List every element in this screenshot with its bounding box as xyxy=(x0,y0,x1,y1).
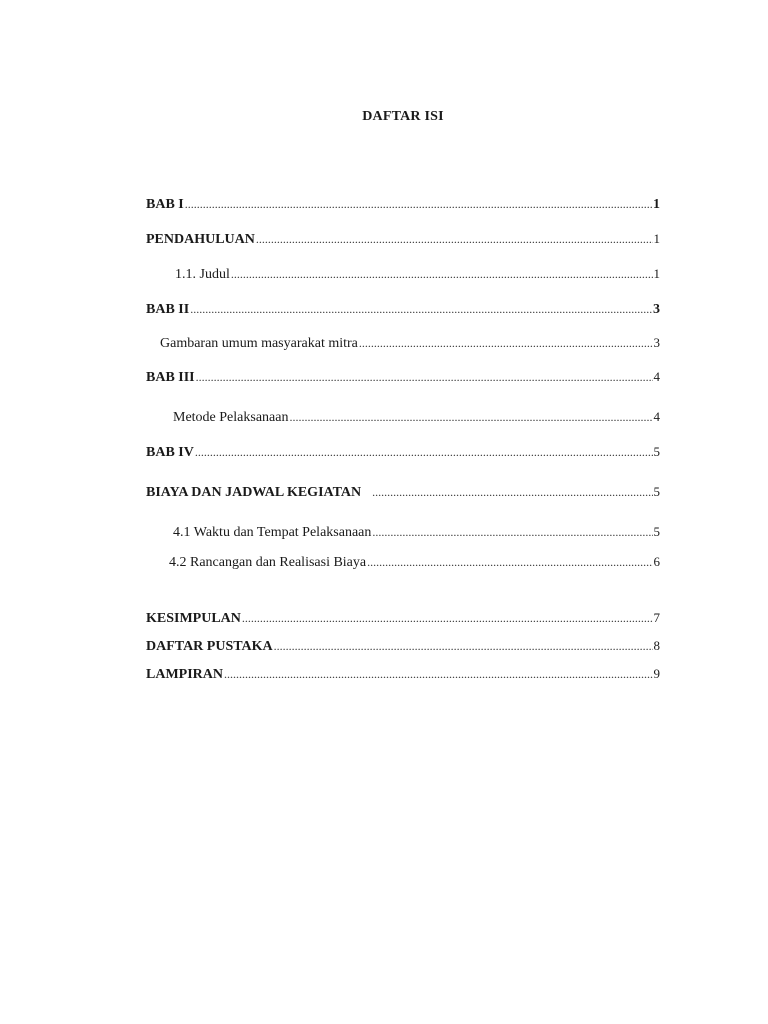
toc-entry-page: 4 xyxy=(653,409,660,424)
toc-entry-biaya-jadwal[interactable] xyxy=(146,483,660,501)
toc-entry-label: LAMPIRAN xyxy=(146,667,223,682)
toc-entry-page: 5 xyxy=(653,484,660,499)
toc-leader-dots xyxy=(289,408,652,426)
toc-entry-page: 6 xyxy=(653,554,660,569)
toc-entry-page: 3 xyxy=(653,302,660,317)
toc-entry-label: KESIMPULAN xyxy=(146,611,241,626)
toc-entry-page: 7 xyxy=(653,610,660,625)
toc-entry-bab-2[interactable] xyxy=(146,300,660,318)
toc-entry-waktu-tempat[interactable] xyxy=(173,523,660,541)
toc-entry-kesimpulan[interactable] xyxy=(146,609,660,627)
toc-entry-page: 1 xyxy=(653,266,660,281)
toc-leader-dots xyxy=(195,443,653,461)
toc-entry-metode-pelaksanaan[interactable] xyxy=(173,408,660,426)
toc-entry-bab-4[interactable] xyxy=(146,443,660,461)
toc-entry-bab-1[interactable] xyxy=(146,195,660,213)
toc-leader-dots xyxy=(256,230,653,248)
toc-leader-dots xyxy=(372,523,652,541)
toc-leader-dots xyxy=(367,553,652,571)
toc-leader-dots xyxy=(274,637,653,655)
toc-entry-label: DAFTAR PUSTAKA xyxy=(146,639,273,654)
toc-leader-dots xyxy=(231,265,653,283)
toc-entry-pendahuluan[interactable] xyxy=(146,230,660,248)
toc-entry-page: 9 xyxy=(653,666,660,681)
toc-entry-label: Gambaran umum masyarakat mitra xyxy=(160,336,358,351)
toc-entry-page: 1 xyxy=(653,231,660,246)
toc-entry-label: BIAYA DAN JADWAL KEGIATAN xyxy=(146,485,362,500)
toc-leader-dots xyxy=(190,300,652,318)
toc-entry-label: 4.2 Rancangan dan Realisasi Biaya xyxy=(169,555,367,570)
toc-entry-judul[interactable] xyxy=(175,265,660,283)
toc-entry-bab-3[interactable] xyxy=(146,368,660,386)
toc-entry-label: BAB III xyxy=(146,370,195,385)
toc-title: DAFTAR ISI xyxy=(362,109,444,124)
toc-leader-dots xyxy=(242,609,653,627)
toc-entry-page: 5 xyxy=(653,524,660,539)
toc-entry-rancangan-biaya[interactable] xyxy=(169,553,660,571)
toc-entry-gambaran-umum[interactable] xyxy=(160,334,660,352)
toc-entry-label: 1.1. Judul xyxy=(175,267,230,282)
toc-leader-dots xyxy=(224,665,653,683)
toc-entry-daftar-pustaka[interactable] xyxy=(146,637,660,655)
toc-entry-page: 3 xyxy=(653,335,660,350)
toc-entry-label: BAB IV xyxy=(146,445,194,460)
toc-entry-page: 5 xyxy=(653,444,660,459)
toc-entry-page: 4 xyxy=(653,369,660,384)
toc-entry-lampiran[interactable] xyxy=(146,665,660,683)
toc-entry-page: 8 xyxy=(653,638,660,653)
toc-entry-page: 1 xyxy=(653,197,660,212)
toc-entry-label: BAB II xyxy=(146,302,190,317)
toc-entry-label: BAB I xyxy=(146,197,184,212)
toc-entry-label: Metode Pelaksanaan xyxy=(173,410,289,425)
toc-entry-label: PENDAHULUAN xyxy=(146,232,255,247)
toc-leader-dots xyxy=(196,368,653,386)
toc-entry-label: 4.1 Waktu dan Tempat Pelaksanaan xyxy=(173,525,372,540)
toc-leader-dots xyxy=(359,334,653,352)
toc-leader-dots xyxy=(372,483,652,501)
toc-leader-dots xyxy=(185,195,652,213)
